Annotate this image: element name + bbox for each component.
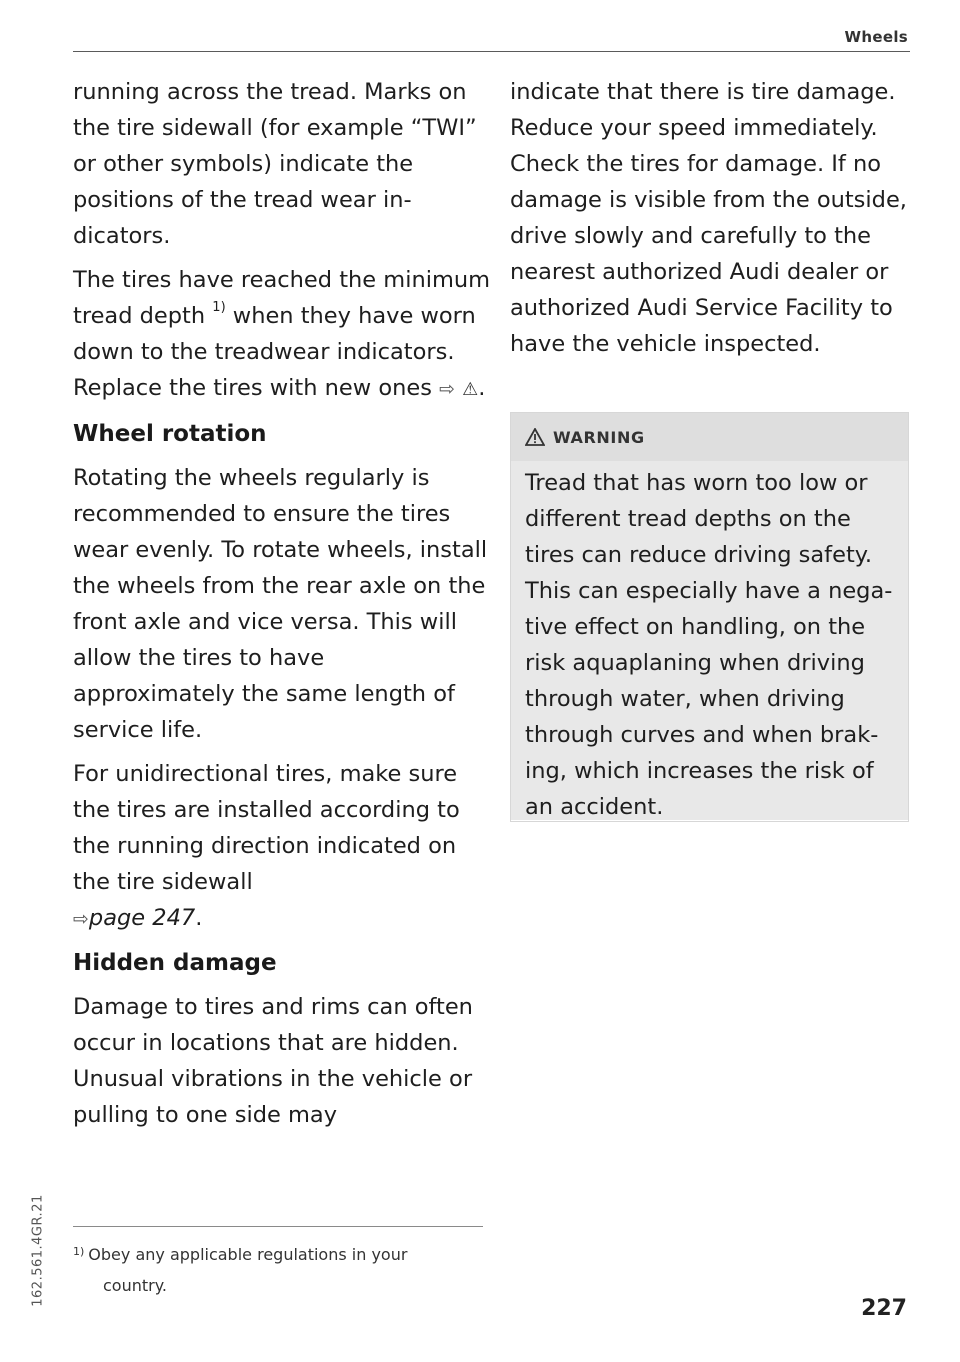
paragraph-wheel-rotation: Rotating the wheels regularly is recommended to ensure the tires wear evenly. To rotate wheels, install the wheels from the rear axle on the front axle and vice versa. This will allow the tires to have approximately the same length of service life. (73, 465, 488, 743)
footnote-number: 1) (73, 1245, 85, 1258)
paragraph-minimum-tread (73, 262, 493, 408)
text: . (195, 905, 203, 931)
footnote-line-2: country. (103, 1276, 167, 1295)
paragraph-hidden-damage: Damage to tires and rims can often occur in locations that are hidden. Unusual vibrations in the vehicle or pulling to one side may (73, 994, 473, 1128)
warning-box (510, 412, 909, 822)
warning-triangle-icon (525, 428, 545, 446)
document-code-text: 162.561.4GR.21 (30, 1193, 46, 1307)
text: . (478, 375, 486, 401)
left-column (73, 74, 493, 1141)
warning-header (511, 413, 908, 461)
text: For unidirectional tires, make sure the tires are installed according to the running direction indicated on the tire sidewall (73, 761, 460, 895)
paragraph-tread-marks: running across the tread. Marks on the tire sidewall (for example “TWI” or other symbols) indicate the positions of the tread wear indicators. (73, 79, 477, 249)
text: when they have worn down to the treadwear indicators. Replace the tires with new ones (73, 303, 476, 401)
warning-text: Tread that has worn too low or different tread depths on the tires can reduce driving safety. This can especially have a negative effect on handling, on the risk aquaplaning when driving through water, when driving through curves and when braking, which increases the risk of an accident. (511, 461, 908, 820)
warning-triangle-icon: ⚠ (462, 379, 479, 400)
page-number: 227 (861, 1296, 907, 1321)
warning-label: WARNING (553, 427, 645, 447)
footnote-reference: 1) (212, 299, 226, 315)
paragraph-unidirectional (73, 756, 493, 937)
paragraph-tire-damage: indicate that there is tire damage. Reduce your speed immediately. Check the tires for damage. If no damage is visible from the outside, drive slowly and carefully to the nearest authorized Audi dealer or authorized Audi Service Facility to have the vehicle inspected. (510, 79, 907, 357)
right-column (510, 74, 910, 370)
footnote-line-1: Obey any applicable regulations in your (88, 1245, 408, 1264)
page-reference-link[interactable]: page 247 (88, 905, 196, 931)
heading-hidden-damage: Hidden damage (73, 950, 277, 976)
running-header: Wheels (844, 28, 908, 46)
footnote (73, 1240, 493, 1300)
document-code (26, 1180, 50, 1320)
reference-arrow-icon: ⇨ (73, 908, 89, 930)
footnote-rule (73, 1226, 483, 1227)
header-rule (73, 51, 910, 52)
reference-arrow-icon: ⇨ (439, 378, 455, 400)
text: The tires have reached the minimum tread depth (73, 267, 491, 329)
heading-wheel-rotation: Wheel rotation (73, 421, 267, 447)
